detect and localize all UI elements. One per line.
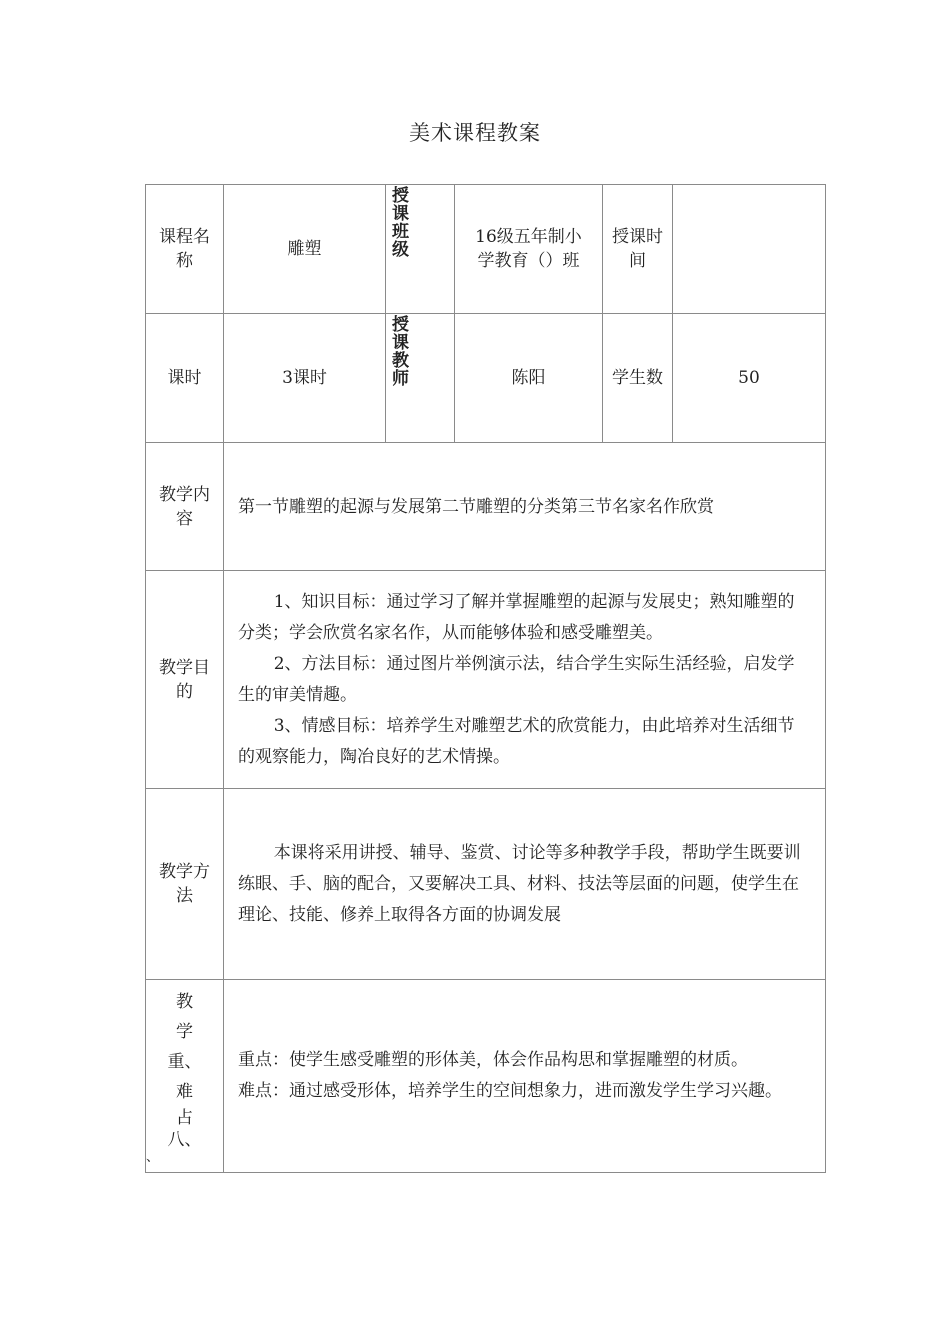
- students-label: 学生数: [603, 314, 673, 443]
- goals-label: 教学目的: [146, 571, 224, 789]
- hours-label: 课时: [146, 314, 224, 443]
- row-content: [146, 443, 826, 571]
- methods-text: 本课将采用讲授、辅导、鉴赏、讨论等多种教学手段，帮助学生既要训练眼、手、脑的配合，又要解决工具、材料、技法等层面的问题，使学生在理论、技能、修养上取得各方面的协调发展: [238, 842, 801, 925]
- row-goals: [146, 571, 826, 789]
- row-hours: [146, 314, 826, 443]
- key-label-line: 教: [176, 992, 193, 1012]
- key-cell: [224, 980, 826, 1173]
- row-course: [146, 185, 826, 314]
- course-name-value: 雕塑: [224, 185, 386, 314]
- key-label-line: 占: [176, 1108, 193, 1128]
- teacher-label-cell: [386, 314, 455, 443]
- key-label-line: 重、: [167, 1052, 202, 1072]
- students-value: 50: [673, 314, 826, 443]
- methods-cell: [224, 789, 826, 980]
- key-label-cell: [146, 980, 224, 1173]
- key-label-line: 学: [176, 1022, 193, 1042]
- class-label: 授课班级: [392, 186, 409, 260]
- goal-emotion: 3、情感目标：培养学生对雕塑艺术的欣赏能力，由此培养对生活细节的观察能力，陶冶良好的艺术情操。: [238, 715, 795, 767]
- methods-label: 教学方法: [146, 789, 224, 980]
- page-title: 美术课程教案: [409, 121, 541, 145]
- time-value: [673, 185, 826, 314]
- class-value: 16级五年制小学教育（）班: [455, 185, 603, 314]
- class-label-cell: [386, 185, 455, 314]
- goals-cell: [224, 571, 826, 789]
- lesson-plan-table: [145, 184, 826, 1173]
- key-label-line: 难: [176, 1082, 193, 1102]
- time-label: 授课时间: [603, 185, 673, 314]
- row-key-points: [146, 980, 826, 1173]
- hours-value: 3课时: [224, 314, 386, 443]
- teacher-label: 授课教师: [392, 315, 409, 389]
- content-label: 教学内容: [146, 443, 224, 571]
- goal-method: 2、方法目标：通过图片举例演示法，结合学生实际生活经验，启发学生的审美情趣。: [238, 653, 795, 705]
- course-name-label: 课程名称: [146, 185, 224, 314]
- content-text: 第一节雕塑的起源与发展第二节雕塑的分类第三节名家名作欣赏: [224, 443, 826, 571]
- goal-knowledge: 1、知识目标：通过学习了解并掌握雕塑的起源与发展史；熟知雕塑的分类；学会欣赏名家名作，从而能够体验和感受雕塑美。: [238, 591, 795, 643]
- difficulty-point: 难点：通过感受形体，培养学生的空间想象力，进而激发学生学习兴趣。: [238, 1081, 782, 1101]
- row-methods: [146, 789, 826, 980]
- key-point: 重点：使学生感受雕塑的形体美，体会作品构思和掌握雕塑的材质。: [238, 1050, 748, 1070]
- key-label-line: 、: [146, 1150, 160, 1165]
- key-label-line: 八、: [167, 1130, 202, 1150]
- teacher-value: 陈阳: [455, 314, 603, 443]
